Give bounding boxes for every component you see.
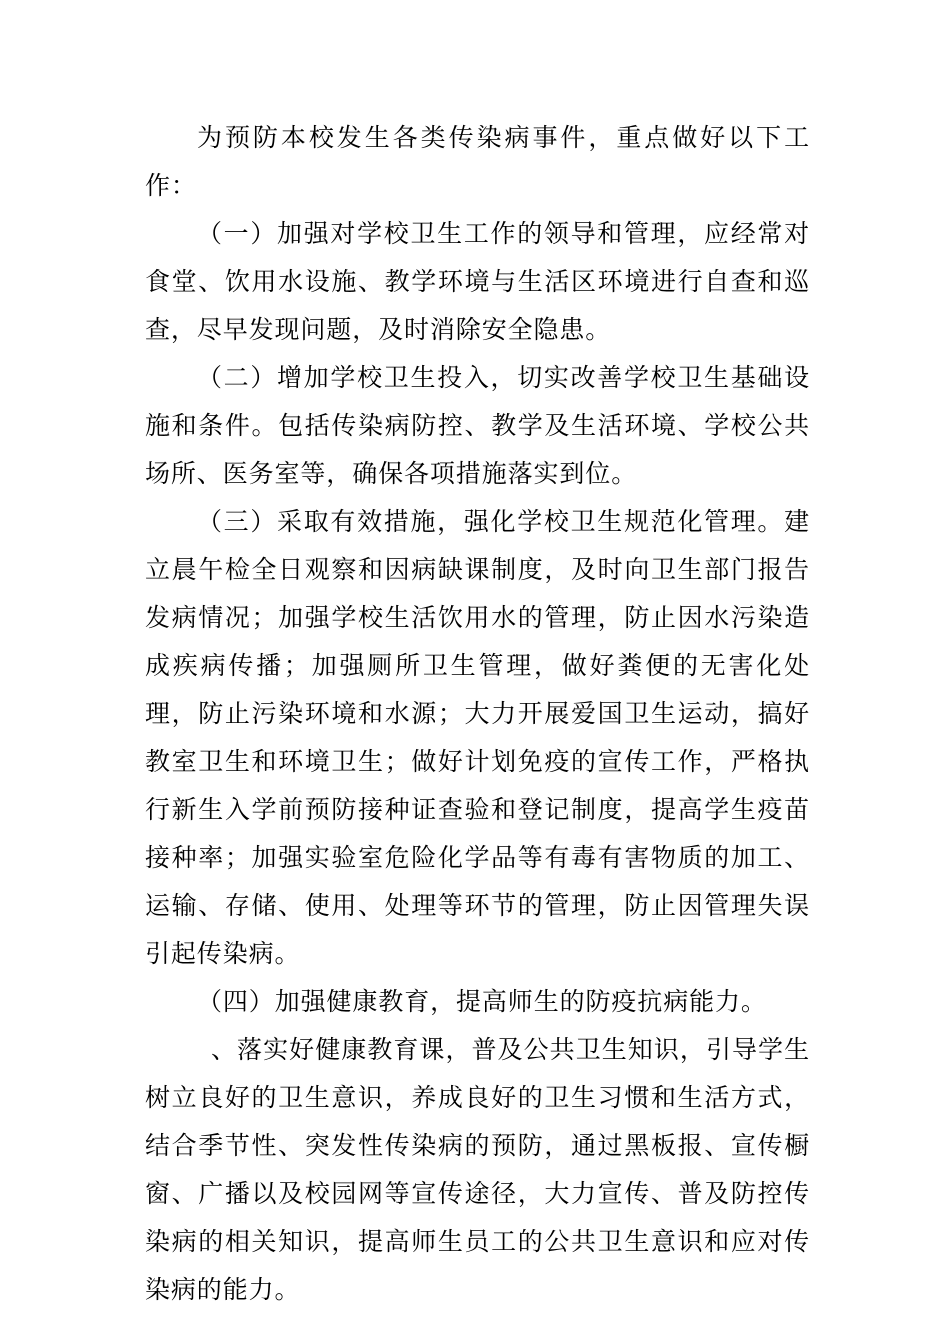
paragraph-section-1: （一）加强对学校卫生工作的领导和管理，应经常对食堂、饮用水设施、教学环境与生活区环境进行自查和巡查，尽早发现问题，及时消除安全隐患。 (145, 219, 810, 344)
paragraph-section-3: （三）采取有效措施，强化学校卫生规范化管理。建立晨午检全日观察和因病缺课制度，及时向卫生部门报告发病情况；加强学校生活饮用水的管理，防止因水污染造成疾病传播；加强厕所卫生管理，做好粪便的无害化处理，防止污染环境和水源；大力开展爱国卫生运动，搞好教室卫生和环境卫生；做好计划免疫的宣传工作，严格执行新生入学前预防接种证查验和登记制度，提高学生疫苗接种率；加强实验室危险化学品等有毒有害物质的加工、运输、存储、使用、处理等环节的管理，防止因管理失误引起传染病。 (145, 507, 810, 968)
document-body (145, 114, 810, 1314)
paragraph-health-education: 、落实好健康教育课，普及公共卫生知识，引导学生树立良好的卫生意识，养成良好的卫生习惯和生活方式，结合季节性、突发性传染病的预防，通过黑板报、宣传橱窗、广播以及校园网等宣传途径，大力宣传、普及防控传染病的相关知识，提高师生员工的公共卫生意识和应对传染病的能力。 (145, 1035, 810, 1304)
intro-paragraph: 为预防本校发生各类传染病事件，重点做好以下工作： (145, 123, 810, 200)
paragraph-section-4: （四）加强健康教育，提高师生的防疫抗病能力。 (197, 987, 767, 1016)
paragraph-section-2: （二）增加学校卫生投入，切实改善学校卫生基础设施和条件。包括传染病防控、教学及生活环境、学校公共场所、医务室等，确保各项措施落实到位。 (145, 363, 810, 488)
